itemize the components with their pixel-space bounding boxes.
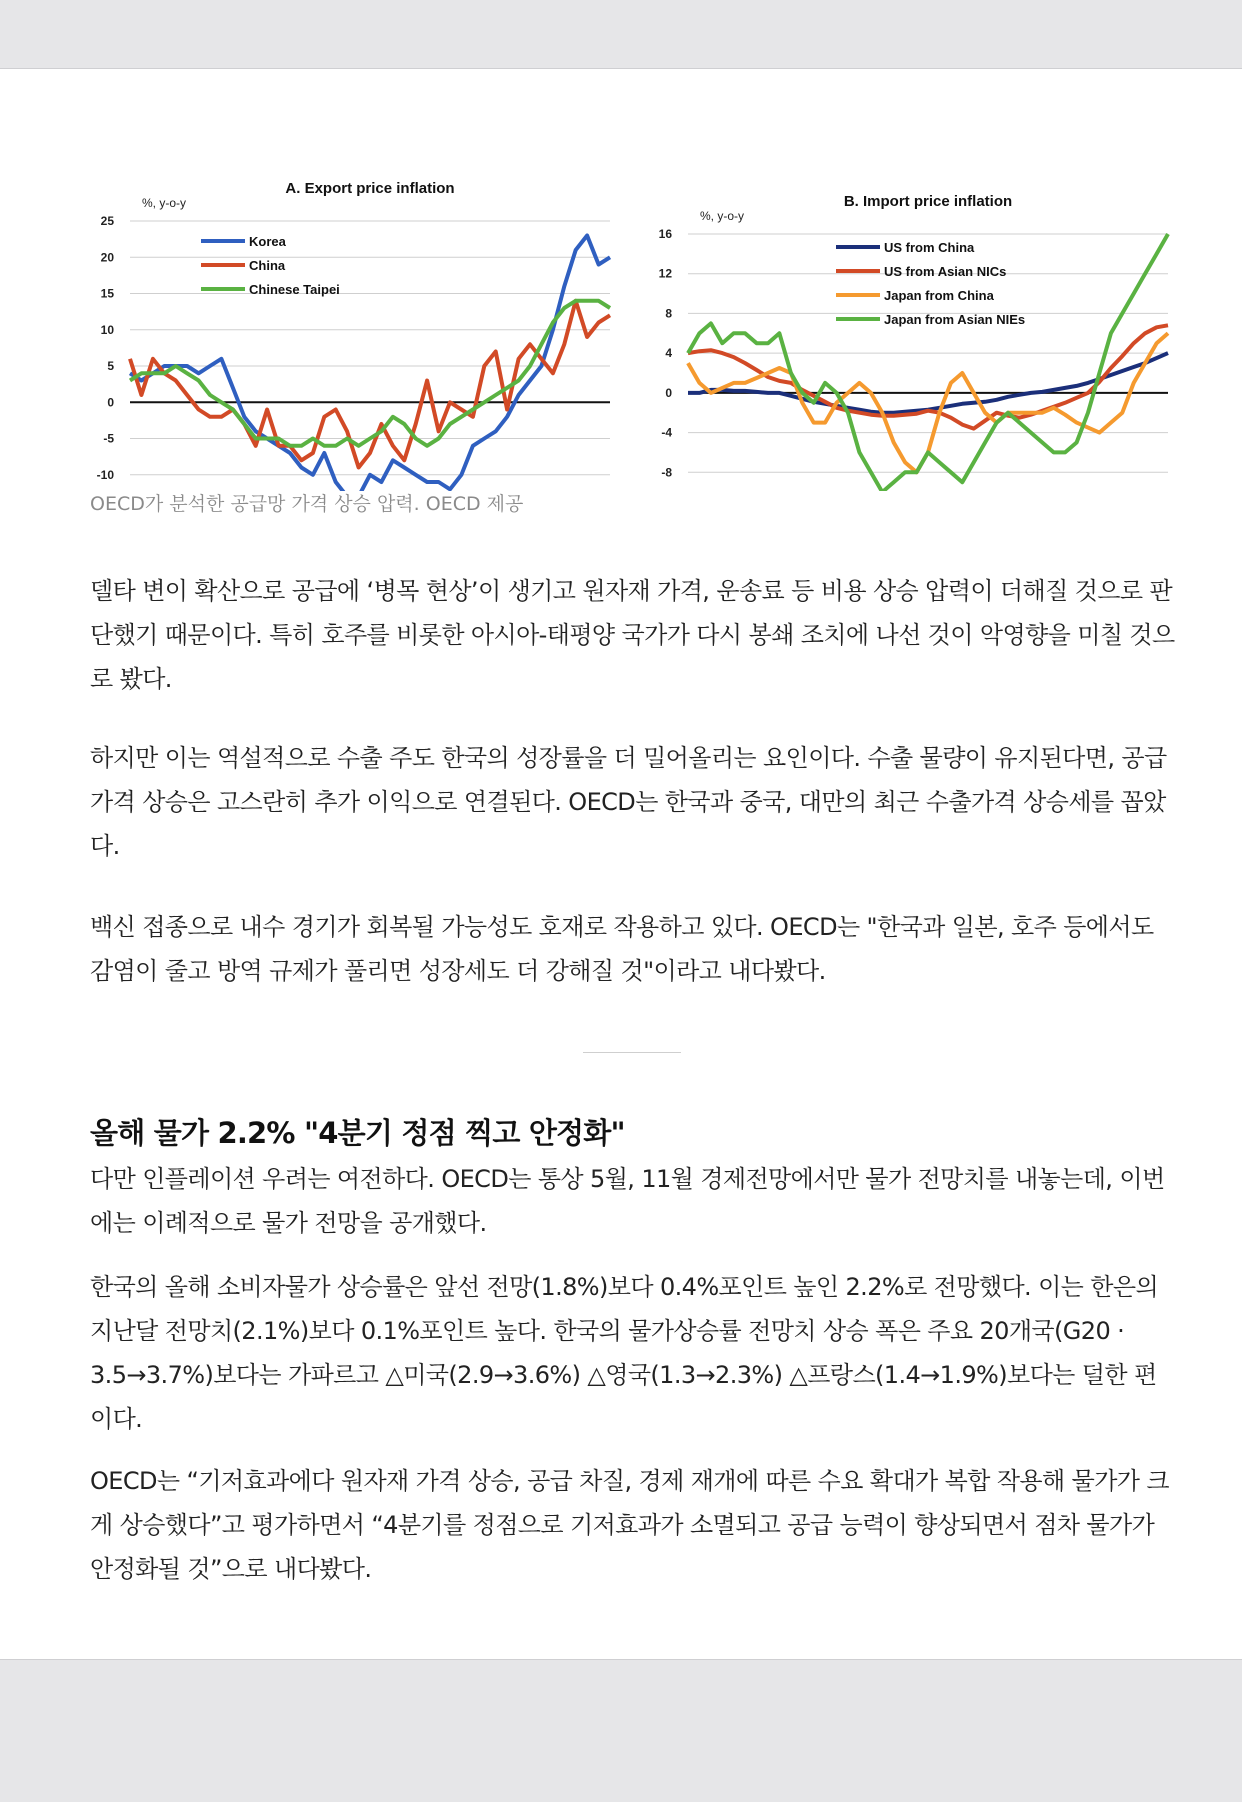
y-tick-label: 16 <box>658 227 672 241</box>
paragraph-1: 델타 변이 확산으로 공급에 ‘병목 현상’이 생기고 원자재 가격, 운송료 등 비용 상승 압력이 더해질 것으로 판단했기 때문이다. 특히 호주를 비롯한 아시아-태평양 국가가 다시 봉쇄 조치에 나선 것이 악영향을 미칠 것으로 봤다. <box>90 577 1175 693</box>
y-tick-label: 5 <box>107 359 114 373</box>
chart-title: B. Import price inflation <box>843 193 1013 210</box>
article-body <box>0 69 1242 1660</box>
y-tick-label: 0 <box>107 395 114 410</box>
y-axis-label: %, y-o-y <box>700 209 745 223</box>
paragraph-6: OECD는 “기저효과에다 원자재 가격 상승, 공급 차질, 경제 재개에 따른 수요 확대가 복합 작용해 물가가 크게 상승했다”고 평가하면서 “4분기를 정점으로 기저효과가 소멸되고 공급 능력이 향상되면서 점차 물가가 안정화될 것”으로 내다봤다. <box>90 1467 1169 1583</box>
legend-label: China <box>249 258 286 273</box>
legend-label: Japan from Asian NIEs <box>884 312 1026 327</box>
legend-label: Chinese Taipei <box>249 282 340 297</box>
chart-svg <box>88 111 1178 491</box>
paragraph-3: 백신 접종으로 내수 경기가 회복될 가능성도 호재로 작용하고 있다. OECD는 "한국과 일본, 호주 등에서도 감염이 줄고 방역 규제가 풀리면 성장세도 더 강해질 것"이라고 내다봤다. <box>90 913 1154 985</box>
legend-label: Japan from China <box>884 288 994 303</box>
y-tick-label: -8 <box>661 465 672 480</box>
y-tick-label: 20 <box>100 250 114 265</box>
y-tick-label: -5 <box>103 431 114 446</box>
chart-import-price-inflation <box>655 193 1178 491</box>
y-tick-label: 12 <box>658 266 672 281</box>
y-tick-label: 10 <box>100 322 114 337</box>
chart-export-price-inflation <box>97 180 628 491</box>
paragraph-5: 한국의 올해 소비자물가 상승률은 앞선 전망(1.8%)보다 0.4%포인트 높인 2.2%로 전망했다. 이는 한은의 지난달 전망치(2.1%)보다 0.1%포인트 높다. 한국의 물가상승률 전망치 상승 폭은 주요 20개국(G20 · 3.5→3.7%)보다는 가파르고 △미국(2.9→3.6%) △영국(1.3→2.3%) △프랑스(1.4→1.9%)보다는 덜한 편이다. <box>90 1273 1159 1433</box>
paragraph-2: 하지만 이는 역설적으로 수출 주도 한국의 성장률을 더 밀어올리는 요인이다. 수출 물량이 유지된다면, 공급가격 상승은 고스란히 추가 이익으로 연결된다. OECD는 한국과 중국, 대만의 최근 수출가격 상승세를 꼽았다. <box>90 744 1167 860</box>
y-tick-label: -10 <box>96 467 114 482</box>
y-tick-label: 8 <box>665 306 672 321</box>
y-tick-label: 15 <box>100 286 114 301</box>
figure-caption: OECD가 분석한 공급망 가격 상승 압력. OECD 제공 <box>90 493 524 515</box>
paragraph-4: 다만 인플레이션 우려는 여전하다. OECD는 통상 5월, 11월 경제전망에서만 물가 전망치를 내놓는데, 이번에는 이례적으로 물가 전망을 공개했다. <box>90 1165 1165 1237</box>
y-tick-label: -4 <box>661 425 672 440</box>
chart-figure <box>88 111 1178 531</box>
y-tick-label: 4 <box>665 346 672 361</box>
section-heading: 올해 물가 2.2% "4분기 정점 찍고 안정화" <box>90 1116 625 1150</box>
legend-label: Korea <box>249 234 286 249</box>
y-tick-label: 25 <box>100 214 114 228</box>
y-tick-label: 0 <box>665 385 672 400</box>
y-axis-label: %, y-o-y <box>142 196 187 210</box>
legend-label: US from Asian NICs <box>884 264 1007 279</box>
section-divider <box>583 1052 681 1053</box>
chart-title: A. Export price inflation <box>285 180 455 197</box>
bottom-bar <box>0 1660 1242 1802</box>
legend-label: US from China <box>884 240 975 255</box>
top-bar <box>0 0 1242 69</box>
